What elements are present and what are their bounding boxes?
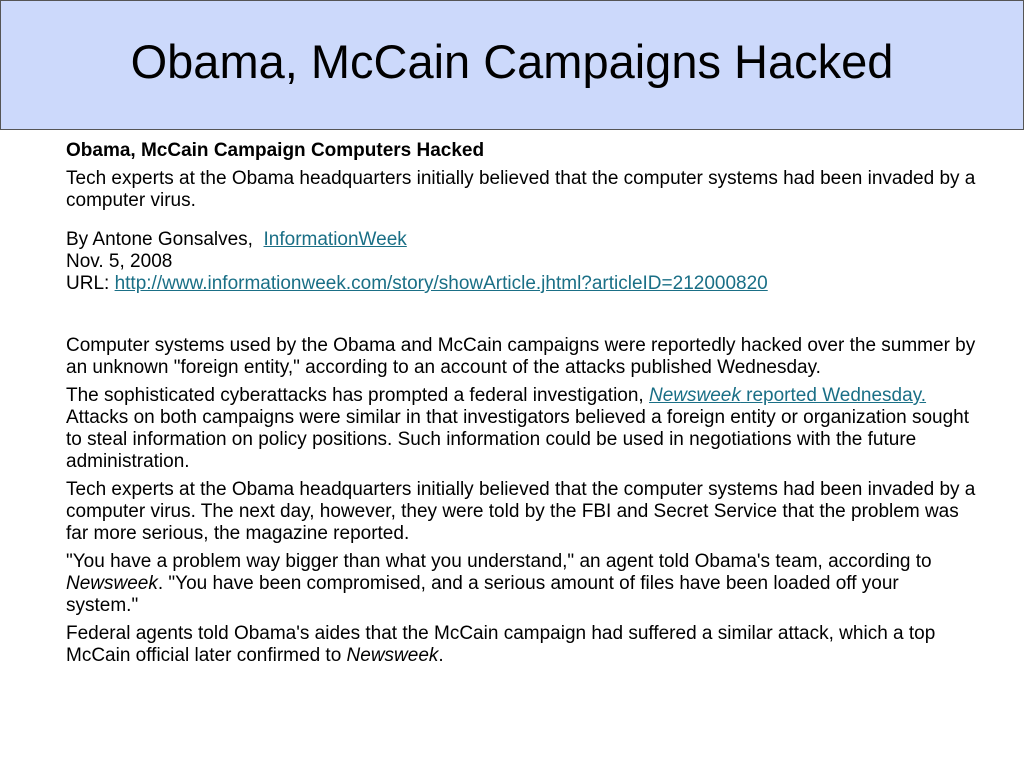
paragraph-3: Tech experts at the Obama headquarters initially believed that the computer systems had been invaded by a computer virus. The next day, however, they were told by the FBI and Secret Service that the problem was far more serious, the magazine reported. [66, 479, 976, 544]
paragraph-2-end: Attacks on both campaigns were similar in that investigators believed a foreign entity or organization sought to steal information on policy positions. Such information could be used in negotiations with the future administration. [66, 407, 969, 472]
article-date: Nov. 5, 2008 [66, 251, 173, 272]
paragraph-5-end: . [438, 645, 444, 666]
article-summary: Tech experts at the Obama headquarters initially believed that the computer systems had been invaded by a computer virus. [66, 168, 976, 211]
source-link[interactable]: InformationWeek [263, 229, 407, 250]
paragraph-1: Computer systems used by the Obama and McCain campaigns were reportedly hacked over the summer by an unknown "foreign entity," according to an account of the attacks published Wednesday. [66, 335, 976, 378]
title-bar [0, 0, 1024, 130]
paragraph-5-italic: Newsweek [346, 645, 439, 666]
article-url-link[interactable]: http://www.informationweek.com/story/showArticle.jhtml?articleID=212000820 [114, 273, 768, 294]
paragraph-2 [66, 385, 976, 473]
paragraph-4-italic: Newsweek [66, 573, 158, 594]
article-body [66, 140, 976, 667]
byline-author: By Antone Gonsalves, [66, 229, 253, 250]
newsweek-link-italic: Newsweek [649, 385, 741, 406]
paragraph-2-start: The sophisticated cyberattacks has prompted a federal investigation, [66, 385, 649, 406]
paragraph-4-start: "You have a problem way bigger than what you understand," an agent told Obama's team, according to [66, 551, 932, 572]
article-url-line [66, 273, 976, 295]
paragraph-5 [66, 623, 976, 667]
paragraph-5-start: Federal agents told Obama's aides that the McCain campaign had suffered a similar attack, which a top McCain official later confirmed to [66, 623, 936, 666]
article-headline: Obama, McCain Campaign Computers Hacked [66, 140, 485, 161]
slide-title: Obama, McCain Campaigns Hacked [130, 34, 894, 88]
paragraph-4-end: . "You have been compromised, and a serious amount of files have been loaded off your system." [66, 573, 899, 616]
url-label: URL: [66, 273, 110, 294]
byline [66, 229, 976, 251]
newsweek-report-link[interactable] [649, 385, 926, 406]
paragraph-4 [66, 551, 976, 617]
newsweek-link-rest: reported Wednesday. [740, 385, 927, 406]
